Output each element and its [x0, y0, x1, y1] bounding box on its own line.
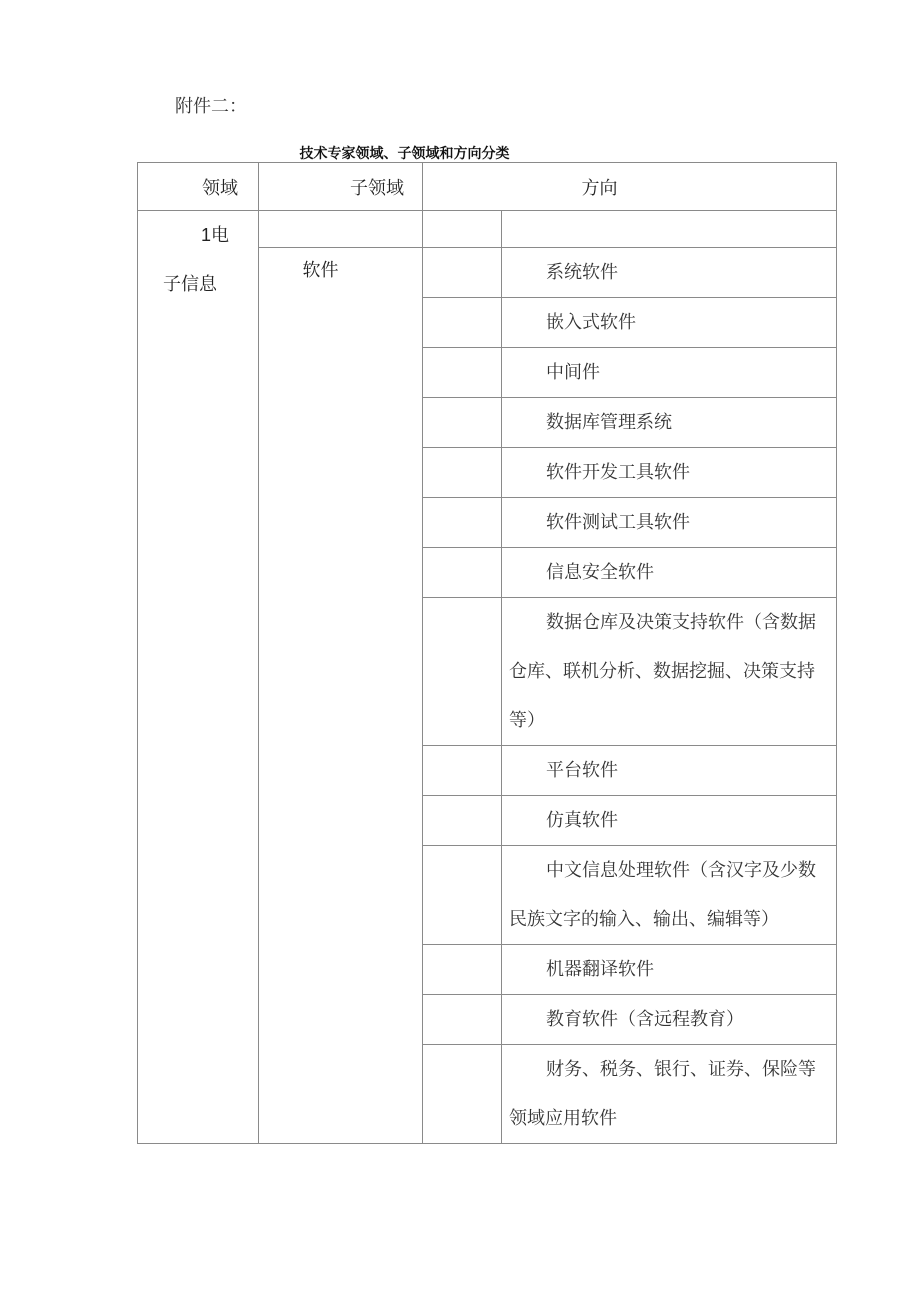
- table-title: 技术专家领域、子领域和方向分类: [299, 145, 510, 161]
- attachment-label: 附件二：: [175, 96, 247, 116]
- empty-cell: [423, 498, 502, 548]
- direction-cell: 数据库管理系统: [502, 398, 837, 448]
- direction-cell: 系统软件: [502, 248, 837, 298]
- empty-cell: [423, 211, 502, 248]
- direction-cell: 嵌入式软件: [502, 298, 837, 348]
- empty-cell: [423, 298, 502, 348]
- direction-cell: 中文信息处理软件（含汉字及少数民族文字的输入、输出、编辑等）: [502, 846, 837, 945]
- empty-cell: [423, 398, 502, 448]
- empty-cell: [423, 796, 502, 846]
- empty-cell: [423, 945, 502, 995]
- domain-line1: 1电: [201, 225, 230, 245]
- subdomain-cell: 软件: [259, 248, 423, 1144]
- empty-cell: [502, 211, 837, 248]
- direction-cell: 数据仓库及决策支持软件（含数据仓库、联机分析、数据挖掘、决策支持等）: [502, 598, 837, 746]
- table-row: [138, 211, 837, 248]
- header-domain: 领域: [138, 163, 259, 211]
- direction-cell: 软件开发工具软件: [502, 448, 837, 498]
- empty-cell: [423, 348, 502, 398]
- direction-cell: 中间件: [502, 348, 837, 398]
- empty-cell: [423, 846, 502, 945]
- direction-cell: 平台软件: [502, 746, 837, 796]
- empty-cell: [423, 548, 502, 598]
- direction-cell: 软件测试工具软件: [502, 498, 837, 548]
- header-direction: 方向: [423, 163, 837, 211]
- domain-line2: 子信息: [163, 274, 217, 294]
- header-row: [138, 163, 837, 211]
- domain-cell: [138, 211, 259, 1144]
- empty-cell: [423, 995, 502, 1045]
- empty-cell: [423, 448, 502, 498]
- direction-cell: 机器翻译软件: [502, 945, 837, 995]
- empty-cell: [259, 211, 423, 248]
- empty-cell: [423, 248, 502, 298]
- empty-cell: [423, 1045, 502, 1144]
- header-subdomain: 子领域: [259, 163, 423, 211]
- empty-cell: [423, 598, 502, 746]
- direction-cell: 教育软件（含远程教育）: [502, 995, 837, 1045]
- direction-cell: 信息安全软件: [502, 548, 837, 598]
- empty-cell: [423, 746, 502, 796]
- classification-table: [137, 162, 837, 1144]
- direction-cell: 财务、税务、银行、证券、保险等领域应用软件: [502, 1045, 837, 1144]
- direction-cell: 仿真软件: [502, 796, 837, 846]
